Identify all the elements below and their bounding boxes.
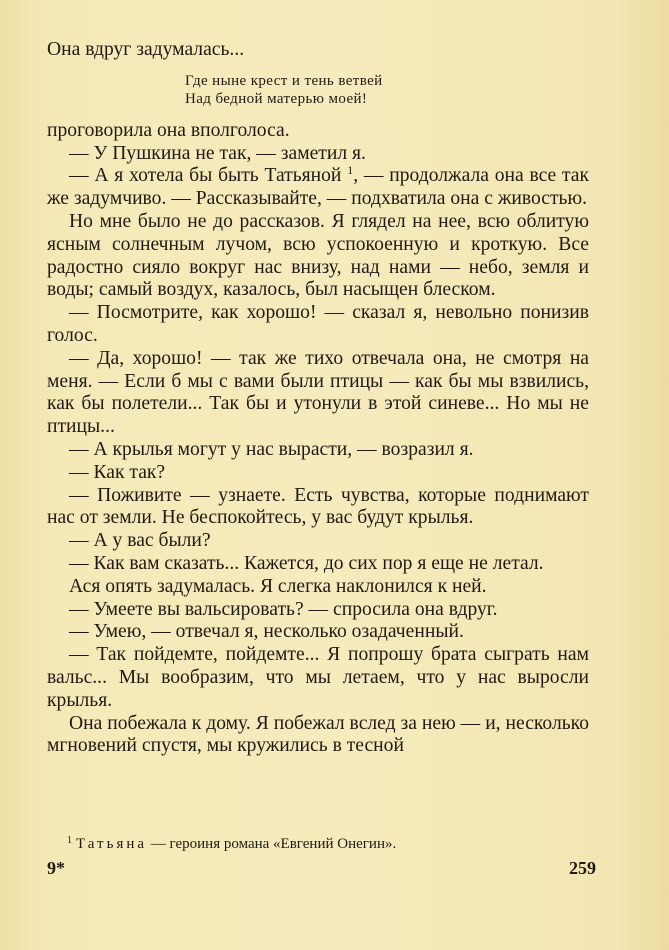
paragraph: — Умею, — отвечал я, несколько озадаченный.: [69, 621, 464, 643]
paragraph: — Поживите — узнаете. Есть чувства, которые поднимают нас от земли. Не беспокойтесь, у вас будут крылья.: [47, 484, 589, 529]
paragraph: Она побежала к дому. Я побежал вслед за нею — и, несколько мгновений спустя, мы кружились в тесной: [47, 712, 589, 757]
footnote-term: Татьяна: [76, 836, 148, 852]
paragraph: — Как так?: [69, 461, 166, 483]
paragraph: — Да, хорошо! — так же тихо отвечала она, не смотря на меня. — Если б мы с вами были птицы — как бы мы взвились, как бы полетели... Так бы и утонули в этой синеве... Но мы не птицы...: [47, 347, 589, 438]
paragraph: Ася опять задумалась. Я слегка наклонился к ней.: [69, 575, 487, 597]
page-number: 259: [569, 858, 596, 878]
paragraph: — У Пушкина не так, — заметил я.: [69, 142, 366, 164]
paragraph: Но мне было не до рассказов. Я глядел на нее, всю облитую ясным солнечным лучом, всю успокоенную и кроткую. Все радостно сияло вокруг нас внизу, над нами — небо, земля и воды; самый воздух, казалось, был насыщен блеском.: [47, 210, 589, 301]
paragraph: проговорила она вполголоса.: [47, 119, 290, 141]
verse-line: Где ныне крест и тень ветвей: [185, 72, 383, 89]
signature-mark: 9*: [47, 858, 65, 878]
footnote-reference: 1: [347, 163, 354, 178]
paragraph: — Так пойдемте, пойдемте... Я попрошу брата сыграть нам вальс... Мы вообразим, что мы летаем, что у нас выросли крылья.: [47, 644, 589, 711]
main-text: [47, 39, 589, 758]
paragraph-text: — А я хотела бы быть Татьяной: [69, 165, 348, 187]
footnote-text: — героиня романа «Евгений Онегин».: [147, 836, 397, 852]
verse-quote: [185, 72, 589, 108]
footnote-mark: 1: [67, 835, 72, 846]
paragraph: — А крылья могут у нас вырасти, — возразил я.: [69, 438, 474, 460]
paragraph: Она вдруг задумалась...: [47, 39, 245, 60]
paragraph: — Посмотрите, как хорошо! — сказал я, невольно понизив голос.: [47, 302, 589, 346]
paragraph: — Умеете вы вальсировать? — спросила она вдруг.: [69, 598, 498, 620]
footnote: [67, 832, 597, 853]
paragraph: — А у вас были?: [69, 530, 211, 552]
paragraph: — Как вам сказать... Кажется, до сих пор я еще не летал.: [69, 552, 544, 574]
verse-line: Над бедной матерью моей!: [185, 90, 368, 107]
paragraph-text: , — продолжала она все так же задумчиво. — Рассказывайте, — подхватила она с живостью.: [47, 165, 589, 210]
paragraph-with-footnote: [47, 165, 589, 211]
